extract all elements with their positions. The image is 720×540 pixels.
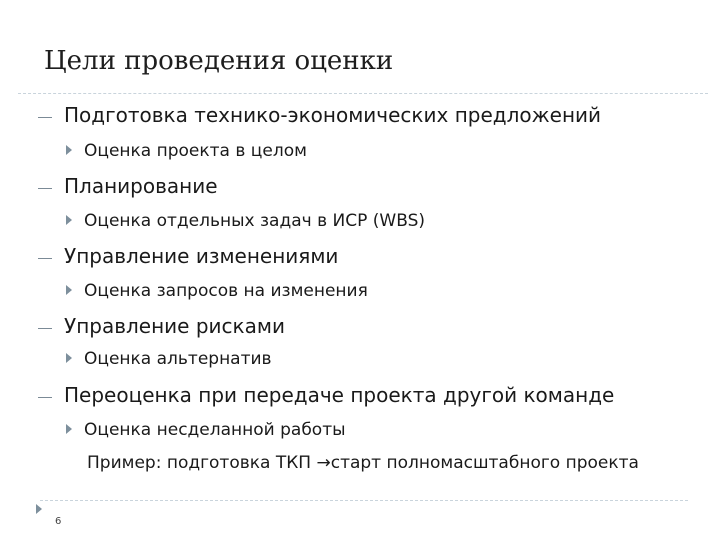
dash-bullet-icon: [38, 188, 52, 189]
goal-subitem-1: [66, 141, 307, 161]
triangle-bullet-icon: [66, 215, 72, 225]
goal-subitem-5: [66, 420, 346, 440]
slide-title: Цели проведения оценки: [44, 46, 394, 76]
goal-item-3-label: Управление изменениями: [64, 244, 339, 268]
triangle-bullet-icon: [66, 285, 72, 295]
triangle-bullet-icon: [66, 353, 72, 363]
goal-item-4: [38, 314, 285, 338]
dash-bullet-icon: [38, 328, 52, 329]
dash-bullet-icon: [38, 258, 52, 259]
goal-item-3: [38, 244, 338, 268]
example-note: Пример: подготовка ТКП →старт полномасштабного проекта: [87, 453, 639, 473]
goal-subitem-1-label: Оценка проекта в целом: [84, 141, 307, 161]
triangle-bullet-icon: [66, 145, 72, 155]
dash-bullet-icon: [38, 397, 52, 398]
goal-item-2-label: Планирование: [64, 174, 218, 198]
goal-item-4-label: Управление рисками: [64, 314, 285, 338]
triangle-bullet-icon: [66, 424, 72, 434]
goal-subitem-4-label: Оценка альтернатив: [84, 349, 272, 369]
goal-subitem-3-label: Оценка запросов на изменения: [84, 281, 368, 301]
goal-item-1-label: Подготовка технико-экономических предложений: [64, 103, 602, 127]
goal-subitem-3: [66, 281, 368, 301]
dash-bullet-icon: [38, 117, 52, 118]
goal-subitem-5-label: Оценка несделанной работы: [84, 420, 346, 440]
goal-item-5-label: Переоценка при передаче проекта другой команде: [64, 383, 615, 407]
footer-triangle-icon: [36, 504, 42, 514]
goal-subitem-4: [66, 349, 272, 369]
footer-divider: [40, 500, 688, 501]
page-number: 6: [55, 516, 62, 527]
title-divider: [18, 93, 708, 94]
goal-subitem-2: [66, 211, 425, 231]
goal-subitem-2-label: Оценка отдельных задач в ИСР (WBS): [84, 211, 425, 231]
goal-item-1: [38, 103, 601, 127]
goal-item-2: [38, 174, 218, 198]
goal-item-5: [38, 383, 614, 407]
